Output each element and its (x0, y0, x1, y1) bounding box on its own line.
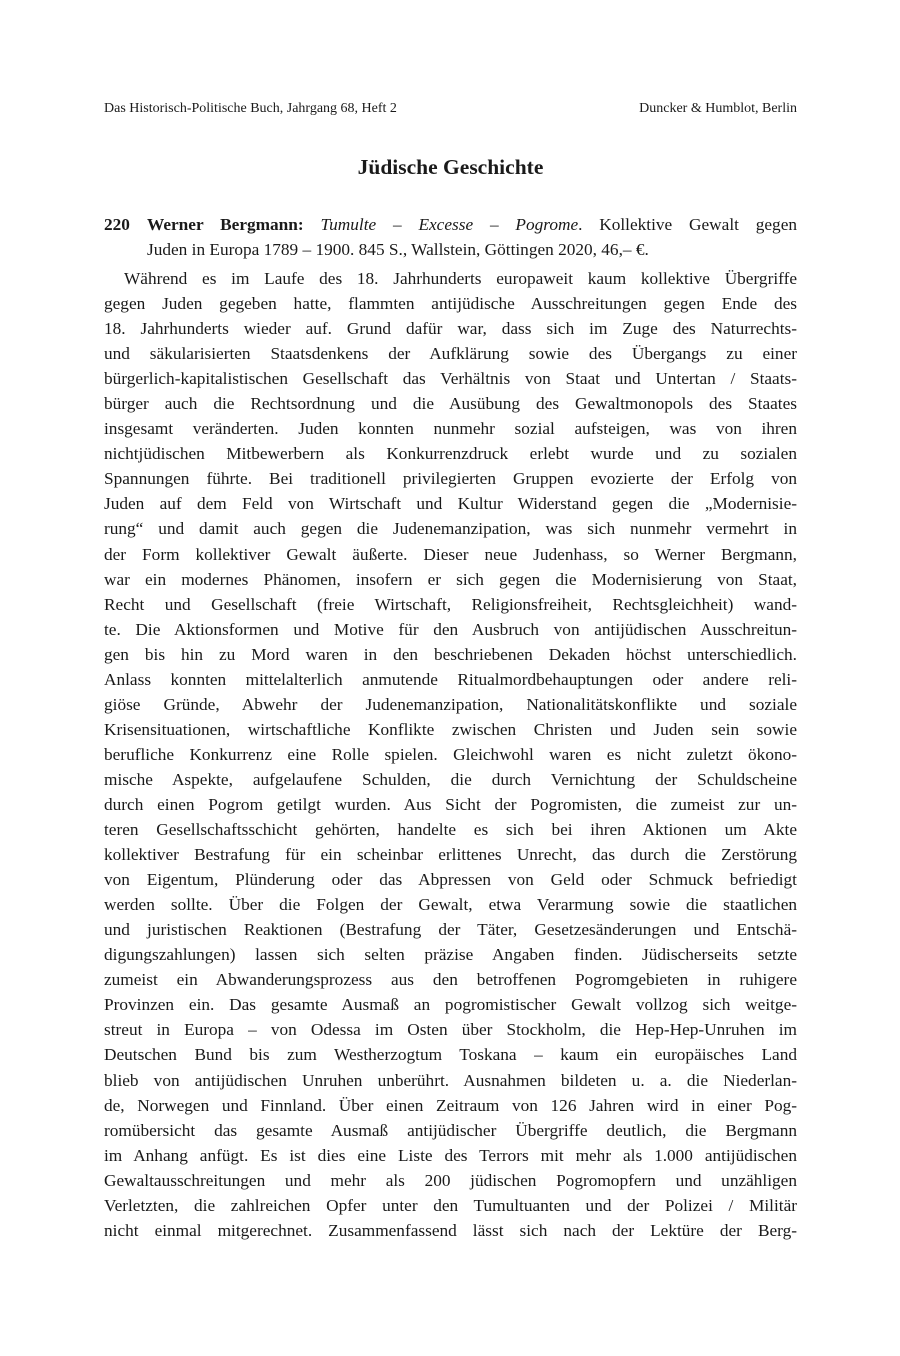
body-line: Provinzen ein. Das gesamte Ausmaß an pogromistischer Gewalt vollzog sich weitge- (104, 995, 797, 1015)
body-line: bürgerlich-kapitalistischen Gesellschaft das Verhältnis von Staat und Untertan / Staats- (104, 369, 797, 389)
body-line: rung“ und damit auch gegen die Judenemanzipation, was sich nunmehr vermehrt in (104, 519, 797, 539)
body-line: kollektiver Bestrafung für ein scheinbar erlittenes Unrecht, das durch die Zerstörung (104, 845, 797, 865)
body-line: mische Aspekte, aufgelaufene Schulden, die durch Vernichtung der Schuldscheine (104, 769, 797, 789)
body-line: digungszahlungen) lassen sich selten präzise Angaben finden. Jüdischerseits setzte (104, 945, 797, 965)
body-line: teren Gesellschaftsschicht gehörten, handelte es sich bei ihren Aktionen um Akte (104, 820, 797, 840)
body-line: nicht einmal mitgerechnet. Zusammenfassend lässt sich nach der Lektüre der Berg- (104, 1220, 797, 1240)
entry-citation-line-1 (104, 212, 797, 237)
body-line: Verletzten, die zahlreichen Opfer unter den Tumultuanten und der Polizei / Militär (104, 1195, 797, 1215)
entry-citation-line-2: Juden in Europa 1789 – 1900. 845 S., Wallstein, Göttingen 2020, 46,– €. (147, 240, 649, 259)
running-header (104, 99, 797, 119)
entry-subtitle: . Kollektive Gewalt gegen (578, 215, 798, 234)
entry-book-title: Tumulte – Excesse – Pogrome (320, 215, 579, 234)
body-line: nichtjüdischen Mitbewerbern als Konkurrenzdruck erlebt wurde und zu sozialen (104, 444, 797, 464)
body-line: giöse Gründe, Abwehr der Judenemanzipation, Nationalitätskonflikte und soziale (104, 694, 797, 714)
body-line: zumeist ein Abwanderungsprozess aus den betroffenen Pogromgebieten in ruhigere (104, 970, 797, 990)
body-line: durch einen Pogrom getilgt wurden. Aus Sicht der Pogromisten, die zumeist zur un- (104, 794, 797, 814)
body-line: 18. Jahrhunderts wieder auf. Grund dafür war, dass sich im Zuge des Naturrechts- (104, 319, 797, 339)
body-line: Juden auf dem Feld von Wirtschaft und Kultur Widerstand gegen die „Modernisie- (104, 494, 797, 514)
body-line: und juristischen Reaktionen (Bestrafung der Täter, Gesetzesänderungen und Entschä- (104, 920, 797, 940)
body-line: Recht und Gesellschaft (freie Wirtschaft, Religionsfreiheit, Rechtsgleichheit) wand- (104, 594, 797, 614)
body-line: Krisensituationen, wirtschaftliche Konflikte zwischen Christen und Juden sein sowie (104, 719, 797, 739)
body-line: von Eigentum, Plünderung oder das Abpressen von Geld oder Schmuck befriedigt (104, 870, 797, 890)
entry-author: Werner Bergmann: (147, 215, 304, 234)
body-line: Anlass konnten mittelalterlich anmutende Ritualmordbehauptungen oder andere reli- (104, 669, 797, 689)
body-line: te. Die Aktionsformen und Motive für den Ausbruch von antijüdischen Ausschreitun- (104, 619, 797, 639)
body-line: der Form kollektiver Gewalt äußerte. Dieser neue Judenhass, so Werner Bergmann, (104, 544, 797, 564)
body-line: insgesamt veränderten. Juden konnten nunmehr sozial aufsteigen, was von ihren (104, 419, 797, 439)
entry-number: 220 (104, 215, 130, 234)
body-line: Gewaltausschreitungen und mehr als 200 jüdischen Pogromopfern und unzähligen (104, 1170, 797, 1190)
body-line: werden sollte. Über die Folgen der Gewalt, etwa Verarmung sowie die staatlichen (104, 895, 797, 915)
publisher: Duncker & Humblot, Berlin (639, 101, 797, 116)
body-line: und säkularisierten Staatsdenkens der Aufklärung sowie des Übergangs zu einer (104, 344, 797, 364)
body-line: gen bis hin zu Mord waren in den beschriebenen Dekaden höchst unterschiedlich. (104, 644, 797, 664)
body-line: Während es im Laufe des 18. Jahrhunderts europaweit kaum kollektive Übergriffe (124, 269, 797, 288)
section-title: Jüdische Geschichte (357, 155, 544, 179)
body-line: Deutschen Bund bis zum Westherzogtum Toskana – kaum ein europäisches Land (104, 1045, 797, 1065)
review-body (104, 266, 797, 1243)
body-line: blieb von antijüdischen Unruhen unberührt. Ausnahmen bildeten u. a. die Niederlan- (104, 1070, 797, 1090)
body-line: de, Norwegen und Finnland. Über einen Zeitraum von 126 Jahren wird in einer Pog- (104, 1095, 797, 1115)
body-line: bürger auch die Rechtsordnung und die Ausübung des Gewaltmonopols des Staates (104, 394, 797, 414)
body-line: Spannungen führte. Bei traditionell privilegierten Gruppen evozierte der Erfolg von (104, 469, 797, 489)
body-line: war ein modernes Phänomen, insofern er sich gegen die Modernisierung von Staat, (104, 569, 797, 589)
entry-citation (147, 212, 797, 237)
body-line: berufliche Konkurrenz eine Rolle spielen. Gleichwohl waren es nicht zuletzt ökono- (104, 744, 797, 764)
body-line: streut in Europa – von Odessa im Osten über Stockholm, die Hep-Hep-Unruhen im (104, 1020, 797, 1040)
body-line: gegen Juden gegeben hatte, flammten antijüdische Ausschreitungen gegen Ende des (104, 294, 797, 314)
journal-title: Das Historisch-Politische Buch, Jahrgang 68, Heft 2 (104, 101, 397, 116)
review-entry (104, 212, 797, 262)
body-line: romübersicht das gesamte Ausmaß antijüdischer Übergriffe deutlich, die Bergmann (104, 1120, 797, 1140)
body-line: im Anhang anfügt. Es ist dies eine Liste des Terrors mit mehr als 1.000 antijüdischen (104, 1145, 797, 1165)
